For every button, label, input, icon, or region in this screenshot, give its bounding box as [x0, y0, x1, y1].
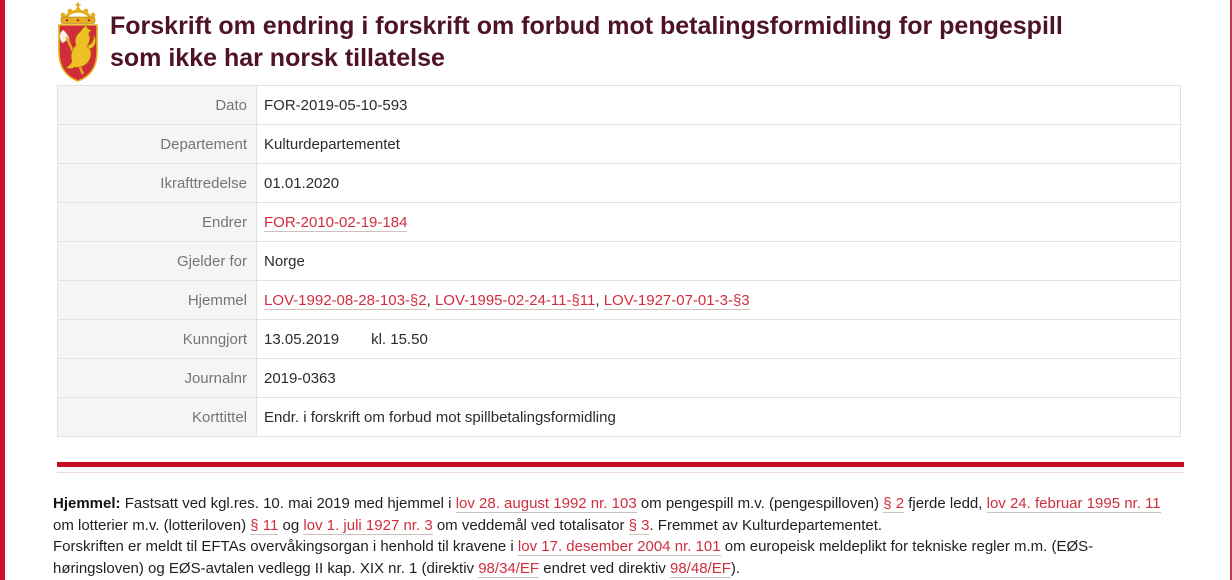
text-segment: FOR-2019-05-10-593 [264, 96, 408, 114]
paragraph [53, 536, 1171, 579]
bold-text: Hjemmel: [53, 495, 121, 512]
norwegian-coat-of-arms-icon [53, 2, 103, 82]
metadata-table [57, 85, 1181, 437]
metadata-row-label: Journalnr [58, 359, 257, 398]
red-link[interactable]: 98/48/EF [670, 559, 731, 577]
metadata-row [58, 320, 1181, 359]
text-segment: om veddemål ved totalisator [432, 516, 629, 534]
red-link[interactable]: LOV-1927-07-01-3-§3 [603, 291, 750, 309]
metadata-row-label: Hjemmel [58, 281, 257, 320]
metadata-row-value [257, 242, 1181, 281]
text-segment: om pengespill m.v. (pengespilloven) [636, 495, 884, 512]
text-segment: om lotterier m.v. (lotteriloven) [53, 516, 251, 534]
text-segment: og [278, 516, 304, 534]
text-segment: 13.05.2019 [264, 330, 340, 348]
text-segment: Forskriften er meldt til EFTAs overvåkingsorgan i henhold til kravene i [53, 538, 518, 555]
document-page [53, 0, 1183, 579]
metadata-row-value [257, 398, 1181, 437]
metadata-row [58, 242, 1181, 281]
text-segment: kl. 15.50 [371, 330, 428, 348]
metadata-table-body [58, 86, 1181, 437]
text-segment: , [595, 291, 604, 309]
metadata-row [58, 281, 1181, 320]
metadata-row-label: Gjelder for [58, 242, 257, 281]
metadata-row-label: Ikrafttredelse [58, 164, 257, 203]
text-segment: fjerde ledd, [904, 495, 987, 512]
text-segment: Kulturdepartementet [264, 135, 400, 153]
metadata-row-value [257, 164, 1181, 203]
paragraph [53, 493, 1171, 536]
red-link[interactable]: 98/34/EF [478, 559, 540, 577]
metadata-row-label: Kunngjort [58, 320, 257, 359]
red-separator [57, 462, 1184, 473]
metadata-row-label: Korttittel [58, 398, 257, 437]
metadata-row [58, 86, 1181, 125]
metadata-row-value [257, 203, 1181, 242]
red-separator-thin-line [57, 472, 1184, 473]
text-segment: Fastsatt ved kgl.res. 10. mai 2019 med hjemmel i [120, 495, 456, 512]
red-link[interactable]: lov 17. desember 2004 nr. 101 [517, 538, 721, 555]
metadata-row-value [257, 359, 1181, 398]
red-link[interactable]: § 11 [250, 516, 279, 534]
red-separator-thick-line [57, 462, 1184, 467]
red-link[interactable]: § 3 [628, 516, 650, 534]
red-link[interactable]: FOR-2010-02-19-184 [264, 213, 408, 231]
text-segment: Endr. i forskrift om forbud mot spillbetalingsformidling [264, 408, 616, 426]
red-link[interactable]: § 2 [883, 495, 905, 512]
body-paragraphs [53, 493, 1171, 579]
text-segment: om europeisk meldeplikt for tekniske regler m.m. (EØS-høringsloven) og EØS-avtalen vedlegg II kap. XIX nr. 1 (direktiv [53, 538, 1094, 577]
metadata-row-value [257, 86, 1181, 125]
metadata-row [58, 359, 1181, 398]
text-segment: Norge [264, 252, 305, 270]
red-link[interactable]: lov 28. august 1992 nr. 103 [455, 495, 637, 512]
text-segment: ). [730, 559, 741, 577]
metadata-row-label: Departement [58, 125, 257, 164]
metadata-row [58, 164, 1181, 203]
metadata-row-label: Endrer [58, 203, 257, 242]
metadata-row-value [257, 281, 1181, 320]
text-segment: , [426, 291, 435, 309]
text-segment: . Fremmet av Kulturdepartementet. [649, 516, 883, 534]
text-segment: 01.01.2020 [264, 174, 340, 192]
metadata-row [58, 203, 1181, 242]
red-link[interactable]: LOV-1995-02-24-11-§11 [434, 291, 596, 309]
text-segment: 2019-0363 [264, 369, 336, 387]
metadata-row-label: Dato [58, 86, 257, 125]
metadata-row-value [257, 320, 1181, 359]
text-segment: endret ved direktiv [539, 559, 670, 577]
red-link[interactable]: lov 24. februar 1995 nr. 11 [986, 495, 1161, 512]
metadata-row-value [257, 125, 1181, 164]
metadata-row [58, 398, 1181, 437]
page-title: Forskrift om endring i forskrift om forbud mot betalingsformidling for pengespill som ikke har norsk tillatelse [110, 12, 1063, 72]
page-left-accent-bar [0, 0, 5, 580]
document-header [53, 0, 1183, 82]
red-link[interactable]: lov 1. juli 1927 nr. 3 [303, 516, 433, 534]
red-link[interactable]: LOV-1992-08-28-103-§2 [264, 291, 427, 309]
metadata-row [58, 125, 1181, 164]
